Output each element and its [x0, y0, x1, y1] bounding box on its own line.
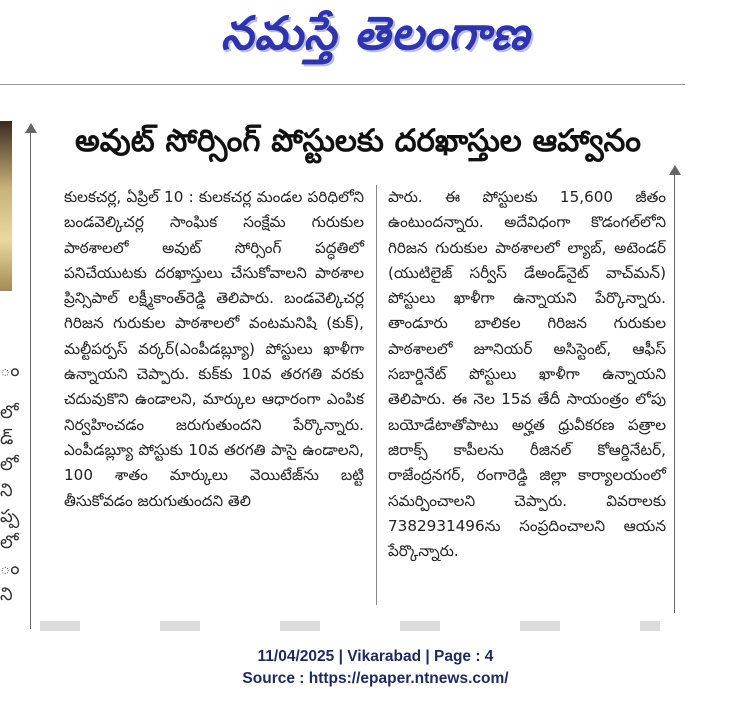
up-arrow-icon — [25, 123, 37, 133]
next-article-cutoff — [40, 621, 660, 631]
date-location-page: 11/04/2025 | Vikarabad | Page : 4 — [257, 648, 494, 665]
article-body-text: కులకచర్ల, ఏప్రిల్ 10 : కులకచర్ల మండల పరిధిలోని బండవెల్కిచర్ల సాంఘిక సంక్షేమ గురుకుల పాఠశాలలో అవుట్ సోర్సింగ్ పద్ధతిలో పనిచేయుటకు దరఖాస్తులు చేసుకోవాలని పాఠశాల ప్రిన్సిపాల్ లక్ష్మీకాంత్‌రెడ్డి తెలిపారు. బండవెల్కిచర్ల గిరిజన గురుకుల పాఠశాలలో వంటమనిషి (కుక్), మల్టీపర్పస్ వర్కర్(ఎంపీడబ్ల్యూ) పోస్టులు ఖాళీగా ఉన్నాయని చెప్పారు. కుక్‌కు 10వ తరగతి వరకు చదువుకొని ఉండాలని, మార్కుల ఆధారంగా ఎంపిక నిర్వహించడం జరుగుతుందని పేర్కొన్నారు. ఎంపీడబ్ల్యూ పోస్టుకు 10వ తరగతి పాసై ఉండాలని, 100 శాతం మార్కులు వెయిటేజ్‌ను బట్టి తీసుకోవడం జరుగుతుందని తెలి — [64, 188, 364, 510]
column-divider — [376, 185, 377, 605]
source-footer — [0, 646, 751, 690]
newspaper-clipping — [0, 84, 685, 631]
fragment-text: ప్ప — [0, 506, 20, 527]
article-headline: అవుట్ సోర్సింగ్ పోస్టులకు దరఖాస్తుల ఆహ్వానం — [74, 123, 641, 159]
adjacent-article-strip — [0, 85, 20, 631]
article-body-text: పారు. ఈ పోస్టులకు 15,600 జీతం ఉంటుందన్నారు. అదేవిధంగా కొడంగల్‌లోని గిరిజన గురుకుల పాఠశాలలో ల్యాబ్, అటెండర్ (యుటిలైజ్ సర్వీస్ డేఅండ్‌నైట్ వాచ్‌మన్) పోస్టులు ఖాళీగా ఉన్నాయని పేర్కొన్నారు. తాండూరు బాలికల గిరిజన గురుకుల పాఠశాలలో జూనియర్ అసిస్టెంట్, ఆఫీస్ సబార్డినేట్ పోస్టులు ఖాళీగా ఉన్నాయని తెలిపారు. ఈ నెల 15వ తేదీ సాయంత్రం లోపు బయోడేటాతోపాటు అర్హత ధ్రువీకరణ పత్రాల జిరాక్స్ కాపీలను రీజినల్ కోఆర్డినేటర్, రాజేంద్రనగర్, రంగారెడ్డి జిల్లా కార్యాలయంలో సమర్పించాలని చెప్పారు. వివరాలకు 7382931496ను సంప్రదించాలని ఆయన పేర్కొన్నారు. — [388, 188, 666, 561]
source-url: Source : https://epaper.ntnews.com/ — [242, 670, 509, 687]
newspaper-logo: నమస్తే తెలంగాణ — [220, 6, 531, 60]
column-rule-left — [30, 129, 31, 629]
article-column-right — [388, 185, 666, 564]
fragment-text: ని — [0, 584, 13, 605]
adjacent-photo — [0, 121, 12, 291]
masthead — [0, 0, 751, 78]
fragment-text: డ్ — [0, 428, 14, 449]
fragment-text: ం — [0, 360, 20, 381]
column-rule-right — [674, 173, 675, 613]
up-arrow-icon — [669, 165, 681, 175]
article-column-left — [64, 185, 364, 514]
fragment-text: లో — [0, 532, 19, 553]
fragment-text: ని — [0, 480, 13, 501]
fragment-text: లో — [0, 402, 19, 423]
fragment-text: లో — [0, 454, 19, 475]
fragment-text: ం — [0, 558, 20, 579]
